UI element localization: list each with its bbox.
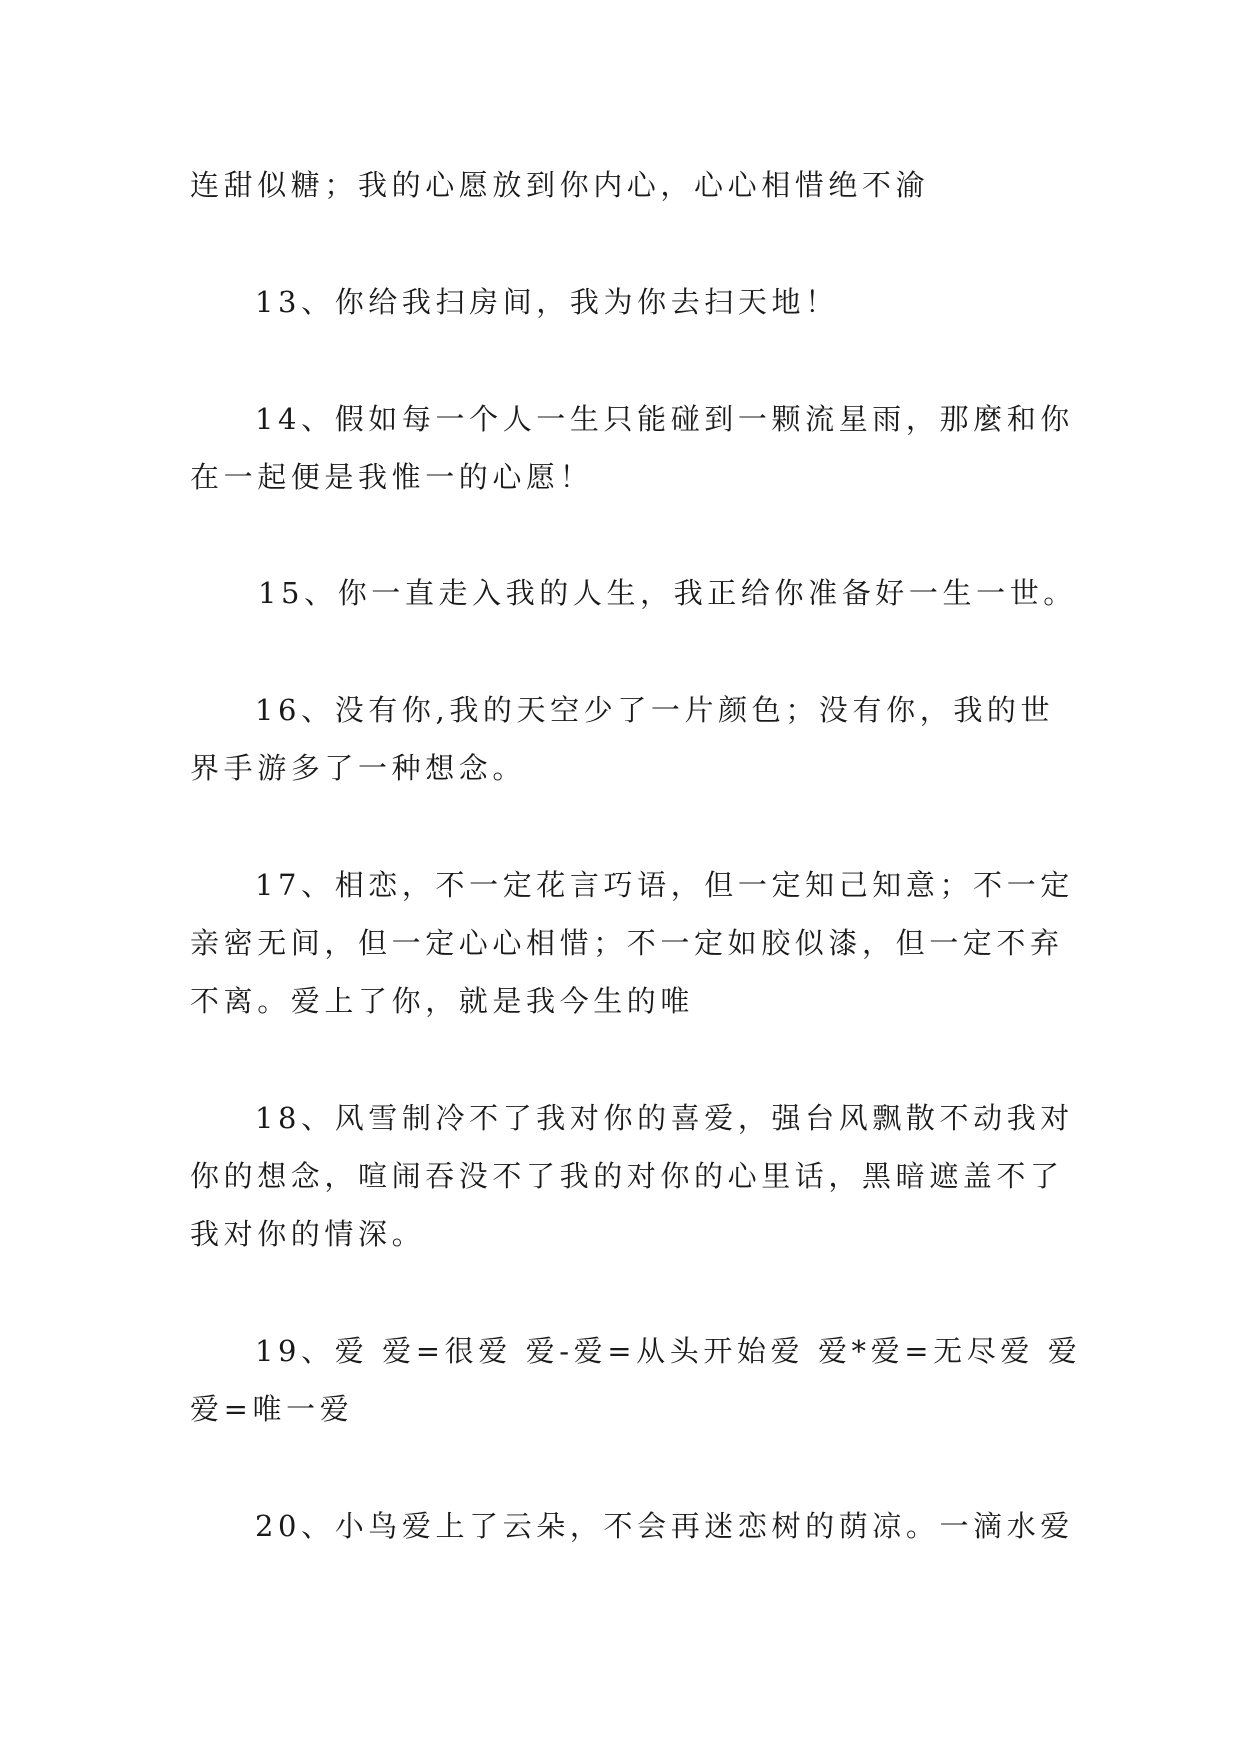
text-line: 连甜似糖；我的心愿放到你内心，心心相惜绝不渝	[190, 168, 930, 202]
text-line: 在一起便是我惟一的心愿！	[190, 460, 594, 494]
text-line: 19、爱 爱=很爱 爱-爱=从头开始爱 爱*爱=无尽爱 爱	[255, 1334, 1082, 1368]
text-line: 界手游多了一种想念。	[190, 751, 527, 785]
text-line: 我对你的情深。	[190, 1217, 426, 1251]
text-line: 你的想念，喧闹吞没不了我的对你的心里话，黑暗遮盖不了	[190, 1159, 1064, 1193]
text-line: 17、相恋，不一定花言巧语，但一定知己知意；不一定	[255, 868, 1074, 902]
text-line: 15、你一直走入我的人生，我正给你准备好一生一世。	[258, 576, 1077, 610]
text-line: 13、你给我扫房间，我为你去扫天地！	[255, 285, 839, 319]
text-line: 爱=唯一爱	[190, 1392, 354, 1426]
text-line: 亲密无间，但一定心心相惜；不一定如胶似漆，但一定不弃	[190, 926, 1064, 960]
text-line: 不离。爱上了你，就是我今生的唯	[190, 984, 695, 1018]
text-line: 20、小鸟爱上了云朵，不会再迷恋树的荫凉。一滴水爱	[255, 1509, 1074, 1543]
text-line: 14、假如每一个人一生只能碰到一颗流星雨，那麼和你	[255, 402, 1074, 436]
text-line: 18、风雪制冷不了我对你的喜爱，强台风飘散不动我对	[255, 1101, 1074, 1135]
text-line: 16、没有你,我的天空少了一片颜色；没有你，我的世	[255, 693, 1055, 727]
